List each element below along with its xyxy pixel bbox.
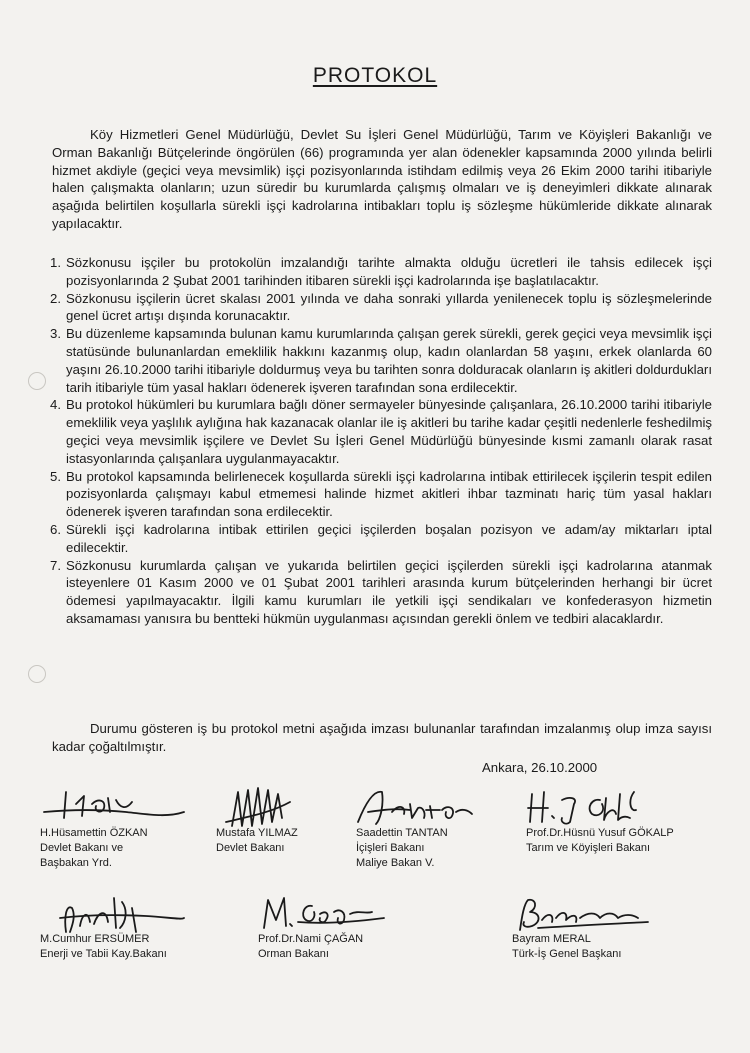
signature-block-ozkan (40, 826, 148, 871)
item-text: Bu protokol hükümleri bu kurumlara bağlı döner sermayeler bünyesinde çalışanlara, 26.10.2000 tarihi itibariyle emeklilik veya yaşlılık aylığına hak kazanacak olanlar ile iş akitleri bu tarihe kadar çeşitli nedenlerle feshedilmiş geçici veya mevsimlik işçilere ve Devlet Su İşleri Genel Müdürlüğü bünyesinde kısmi zamanlı olarak rasat istasyonlarında çalışanlara uygulanmayacaktır. (66, 397, 712, 466)
handwritten-signature (254, 888, 404, 938)
item-number: 1. (50, 255, 61, 270)
handwritten-signature (522, 782, 672, 832)
signatory-name: Prof.Dr.Hüsnü Yusuf GÖKALP (526, 827, 674, 839)
handwritten-signature (36, 782, 186, 832)
document-title: PROTOKOL (312, 64, 438, 87)
signatory-name: Saadettin TANTAN (356, 827, 448, 839)
list-item (50, 325, 712, 396)
item-number: 5. (50, 468, 61, 484)
item-number: 2. (50, 290, 61, 306)
handwritten-signature (352, 782, 502, 832)
item-text: Bu düzenleme kapsamında bulunan kamu kurumlarında çalışan gerek sürekli, gerek geçici veya mevsimlik işçi statüsünde bulunanlardan emeklilik hakkını kazanmış olup, kadın olanlardan 58 yaşını, erkek olanlarda 60 yaşını 26.10.2000 tarihi itibariyle doldurmuş veya bu tarihten sonra dolduracak olanların iş akitleri doldurdukları tarih itibariyle tüm yasal hakları ödenerek işveren tarafından sona erdilecektir. (66, 326, 712, 395)
signatory-title: Orman Bakanı (258, 948, 329, 960)
list-item (50, 521, 712, 557)
signatory-title: Devlet Bakanı (216, 842, 285, 854)
item-text: Sözkonusu işçilerin ücret skalası 2001 yılında ve daha sonraki yıllarda yenilenecek toplu iş sözleşmelerinde genel ücret artışı dışında korunacaktır. (66, 290, 712, 324)
signatory-name: Mustafa YILMAZ (216, 827, 298, 839)
signature-block-ersumer (40, 932, 167, 962)
item-text: Bu protokol kapsamında belirlenecek koşullarda sürekli işçi kadrolarına intibak ettirilecek işçilerin tespit edilen pozisyonlarda çalışmayı kabul etmemesi halinde hizmet akitleri ihbar tazminatı hariç tüm yasal hakları ödenerek işveren tarafından sona erdilecektir. (66, 468, 712, 520)
item-number: 6. (50, 521, 61, 537)
intro-paragraph: Köy Hizmetleri Genel Müdürlüğü, Devlet Su İşleri Genel Müdürlüğü, Tarım ve Köyişleri Bakanlığı ve Orman Bakanlığı Bütçelerinde öngörülen (66) programında yer alan ödenekler kapsamında 2000 yılında belirli hizmet akdiyle (geçici veya mevsimlik) işçi pozisyonlarında istihdam edilmiş veya 26 Ekim 2000 tarihi itibariyle halen çalışmakta olanların; uzun süredir bu kurumlarda çalışmış olmaları ve iş deneyimleri dikkate alınarak aşağıda belirtilen koşullarla sürekli işçi kadrolarına intibakları toplu iş sözleşme hükümleride dikkate alınarak yapılacaktır. (52, 127, 712, 231)
handwritten-signature (508, 888, 658, 938)
closing-paragraph: Durumu gösteren iş bu protokol metni aşağıda imzası bulunanlar tarafından imzalanmış olup imza sayısı kadar çoğaltılmıştır. (52, 721, 712, 754)
signature-block-gokalp (526, 826, 674, 856)
signatory-title: Türk-İş Genel Başkanı (512, 948, 622, 960)
list-item (50, 557, 712, 628)
signature-block-meral (512, 932, 621, 962)
handwritten-signature (212, 782, 362, 832)
signatory-name: Bayram MERAL (512, 933, 591, 945)
signatory-name: Prof.Dr.Nami ÇAĞAN (258, 933, 364, 945)
signatory-title: Enerji ve Tabii Kay.Bakanı (40, 948, 167, 960)
signature-block-tantan (356, 826, 448, 871)
item-number: 4. (50, 397, 61, 413)
signatory-name: M.Cumhur ERSÜMER (40, 933, 150, 945)
signature-block-yilmaz (216, 826, 298, 856)
signatory-title: İçişleri Bakanı (356, 842, 425, 854)
place-and-date: Ankara, 26.10.2000 (482, 760, 598, 775)
signatory-name: H.Hüsamettin ÖZKAN (40, 827, 148, 839)
punch-hole-mark (28, 665, 46, 683)
item-number: 3. (50, 326, 61, 342)
item-text: Sözkonusu işçiler bu protokolün imzalandığı tarihte almakta olduğu ücretleri ile tahsis edilecek işçi pozisyonlarında 2 Şubat 2001 tarihinden itibaren sürekli işçi kadrolarında işe başlatılacaktır. (66, 255, 712, 288)
signatory-title: Başbakan Yrd. (40, 857, 112, 869)
list-item (50, 254, 712, 290)
signatory-title: Maliye Bakan V. (356, 857, 435, 869)
list-item (50, 468, 712, 521)
handwritten-signature (36, 888, 186, 938)
list-item (50, 396, 712, 467)
item-text: Sürekli işçi kadrolarına intibak ettirilen geçici işçilerden boşalan pozisyon ve adam/ay miktarları iptal edilecektir. (66, 521, 712, 555)
signatory-title: Tarım ve Köyişleri Bakanı (526, 842, 651, 854)
list-item (50, 290, 712, 326)
signature-block-cagan (258, 932, 363, 962)
signatory-title: Devlet Bakanı ve (40, 842, 124, 854)
item-text: Sözkonusu kurumlarda çalışan ve yukarıda belirtilen geçici işçilerden sürekli işçi kadrolarına atanmak isteyenlere 01 Kasım 2000 ve 01 Şubat 2001 tarihleri arasında kurum bütçelerinden herhangi bir ücret ödemesi yapılmayacaktır. İlgili kamu kurumları ile yetkili işçi sendikaları ve konfederasyon hizmetin aksamaması yanısıra bu bentteki hükmün uygulanması açısından gerekli önlem ve tedbiri alacaklardır. (66, 557, 712, 626)
item-number: 7. (50, 557, 61, 573)
punch-hole-mark (28, 372, 46, 390)
article-list (50, 254, 712, 628)
